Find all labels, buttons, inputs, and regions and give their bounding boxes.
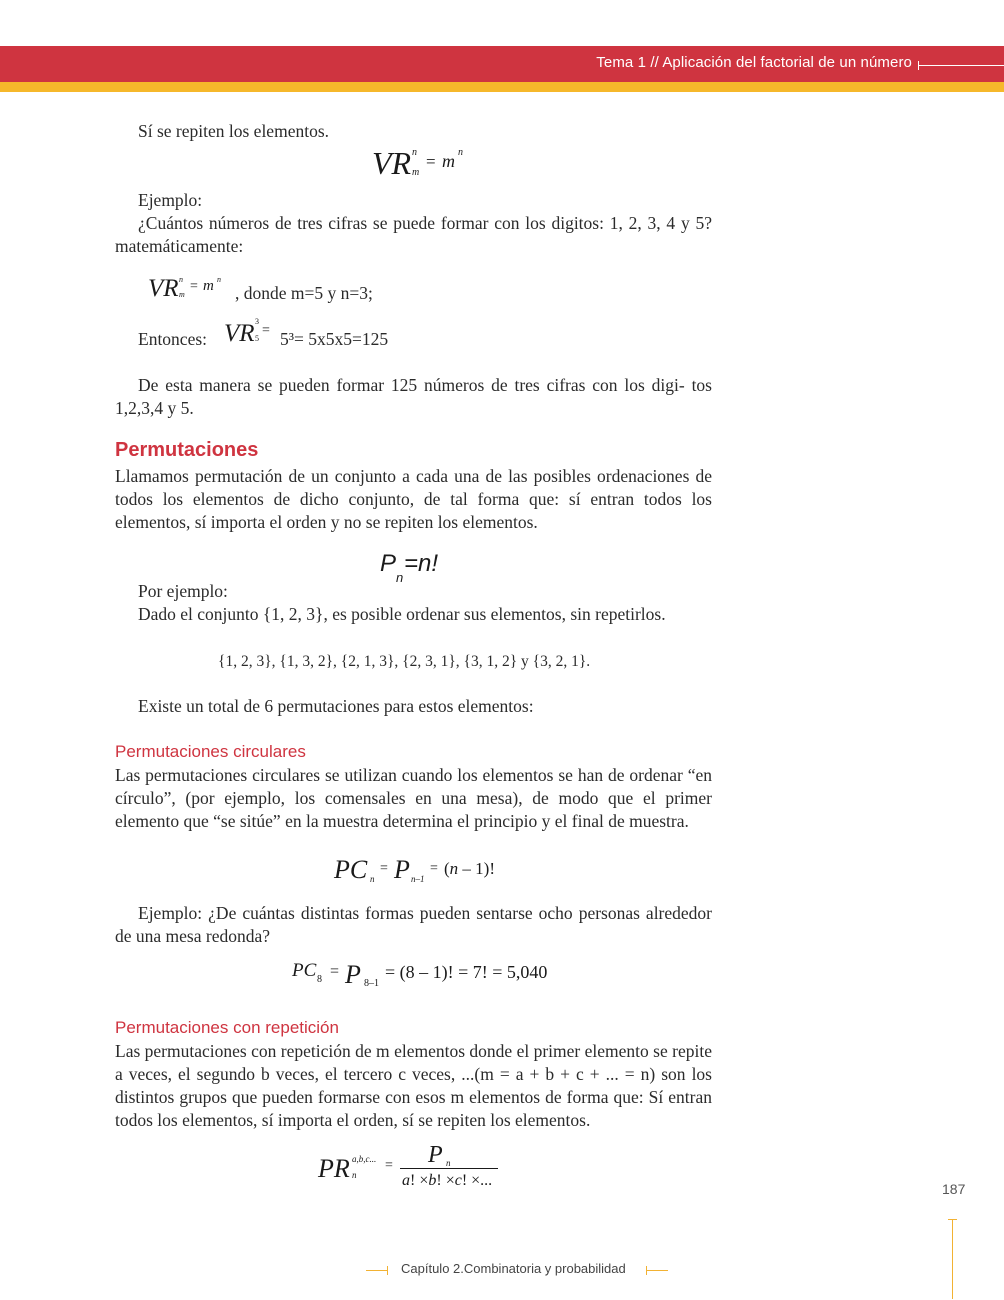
footer-text (401, 1261, 626, 1276)
side-rule (952, 1219, 953, 1299)
intro-text: Sí se repiten los elementos. (138, 121, 330, 141)
circulares-example: Ejemplo: ¿De cuántas distintas formas pueden sentarse ocho personas alrededor de una mesa redonda? (115, 903, 712, 946)
formula-condition: , donde m=5 y n=3; (235, 283, 373, 303)
formula-vr-small: VR n m = m n (148, 275, 221, 302)
repeticion-definition: Las permutaciones con repetición de m elementos donde el primer elemento se repite a veces, el segundo b veces, el tercero c veces, ...(m = a + b + c + ... = n) son los distintos grupos que pueden formarse con esos m elementos de forma que: Sí entran todos los elementos, sí importa el orden, sí se repiten los elementos. (115, 1041, 712, 1130)
por-ejemplo-label: Por ejemplo: (138, 581, 228, 601)
formula-pc8: PC 8 = P 8–1 (292, 960, 379, 989)
then-label: Entonces: (138, 329, 208, 349)
heading-permutaciones: Permutaciones (115, 439, 259, 461)
footer-title: Combinatoria y probabilidad (463, 1261, 626, 1276)
then-result: 5³= 5x5x5=125 (280, 329, 389, 349)
por-ejemplo-text: Dado el conjunto {1, 2, 3}, es posible ordenar sus elementos, sin repetirlos. (138, 604, 666, 624)
question-text: ¿Cuántos números de tres cifras se puede formar con los digitos: 1, 2, 3, 4 y 5? matemáticamente: (115, 213, 712, 256)
formula-pn: P n =n! (380, 550, 439, 585)
circulares-definition: Las permutaciones circulares se utilizan cuando los elementos se han de ordenar “en círculo”, (por ejemplo, los comensales en una mesa), de modo que el primer elemento que “se sitúe” en la muestra determina el principio y el final de muestra. (115, 765, 712, 831)
header-accent-band (0, 82, 1004, 92)
formula-vr-3-5: VR 3 5 = (224, 317, 270, 347)
header-title: Tema 1 // Aplicación del factorial de un número (596, 54, 912, 71)
permutaciones-definition: Llamamos permutación de un conjunto a cada una de las posibles ordenaciones de todos los elementos de dicho conjunto, de tal forma que: sí entran todos los elementos, sí importa el orden y no se repiten los elementos. (115, 466, 712, 532)
formula-pr: PR a,b,c... n = P n a! ×b! ×c! ×... (318, 1142, 508, 1198)
heading-permutaciones-repeticion: Permutaciones con repetición (115, 1018, 339, 1037)
footer-chapter: Capítulo 2. (401, 1261, 464, 1276)
page-number: 187 (942, 1181, 966, 1197)
conclusion-text: De esta manera se pueden formar 125 números de tres cifras con los digi- tos 1,2,3,4 y 5. (115, 375, 712, 418)
permutations-list: {1, 2, 3}, {1, 3, 2}, {2, 1, 3}, {2, 3, 1}, {3, 1, 2} y {3, 2, 1}. (218, 653, 591, 670)
header-rule-tick (918, 61, 919, 70)
footer-right-rule (646, 1270, 668, 1271)
circulares-result: = (8 – 1)! = 7! = 5,040 (385, 962, 548, 982)
footer-left-tick (387, 1266, 388, 1275)
heading-permutaciones-circulares: Permutaciones circulares (115, 742, 306, 761)
permutations-total: Existe un total de 6 permutaciones para estos elementos: (138, 696, 534, 716)
formula-vr-large: VR n m = m n (372, 145, 463, 181)
header-rule (918, 65, 1004, 66)
footer-left-rule (366, 1270, 388, 1271)
formula-pcn: PC n = P n–1 = (n – 1)! (334, 855, 495, 884)
example-label: Ejemplo: (138, 190, 203, 210)
